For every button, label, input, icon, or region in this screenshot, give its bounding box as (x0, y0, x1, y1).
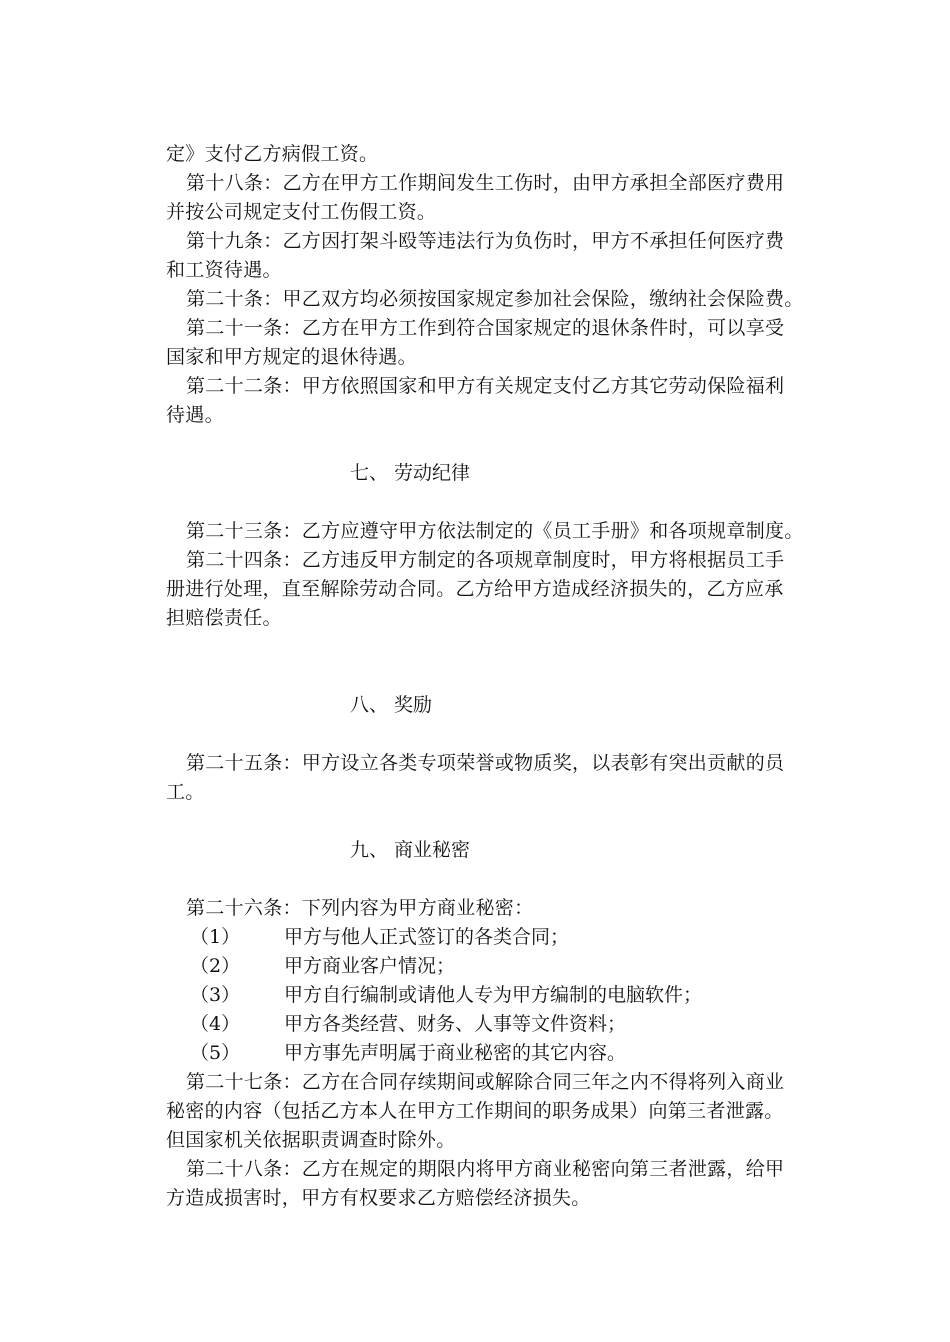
article-19-line-1: 第十九条：乙方因打架斗殴等违法行为负伤时，甲方不承担任何医疗费 (186, 230, 785, 252)
list-item-number: （4） (190, 1013, 241, 1035)
list-item-text: 甲方各类经营、财务、人事等文件资料； (284, 1013, 627, 1035)
list-item-number: （2） (190, 955, 241, 977)
article-21-line-1: 第二十一条：乙方在甲方工作到符合国家规定的退休条件时，可以享受 (186, 317, 785, 339)
document-page (166, 140, 806, 1213)
list-item-number: （3） (190, 984, 241, 1006)
article-24-line-3: 担赔偿责任。 (166, 607, 282, 629)
article-28-line-2: 方造成损害时，甲方有权要求乙方赔偿经济损失。 (166, 1187, 591, 1209)
list-item (166, 981, 806, 1010)
article-18-line-1: 第十八条：乙方在甲方工作期间发生工伤时，由甲方承担全部医疗费用 (186, 172, 785, 194)
article-20-line-1: 第二十条：甲乙双方均必须按国家规定参加社会保险，缴纳社会保险费。 (186, 288, 804, 310)
article-28-line-1: 第二十八条：乙方在规定的期限内将甲方商业秘密向第三者泄露，给甲 (186, 1158, 785, 1180)
article-27-line-3: 但国家机关依据职责调查时除外。 (166, 1129, 456, 1151)
list-item (166, 952, 806, 981)
list-item-text: 甲方与他人正式签订的各类合同； (284, 926, 570, 948)
text-line: 定》支付乙方病假工资。 (166, 143, 379, 165)
article-27-line-2: 秘密的内容（包括乙方本人在甲方工作期间的职务成果）向第三者泄露。 (166, 1100, 784, 1122)
list-item-text: 甲方商业客户情况； (284, 955, 456, 977)
article-22-line-1: 第二十二条：甲方依照国家和甲方有关规定支付乙方其它劳动保险福利 (186, 375, 785, 397)
article-22-line-2: 待遇。 (166, 404, 224, 426)
list-item-text: 甲方事先声明属于商业秘密的其它内容。 (284, 1042, 627, 1064)
article-27-line-1: 第二十七条：乙方在合同存续期间或解除合同三年之内不得将列入商业 (186, 1071, 785, 1093)
list-item (166, 923, 806, 952)
article-21-line-2: 国家和甲方规定的退休待遇。 (166, 346, 417, 368)
list-item (166, 1010, 806, 1039)
section-9-heading: 九、 商业秘密 (350, 839, 471, 861)
article-24-line-1: 第二十四条：乙方违反甲方制定的各项规章制度时，甲方将根据员工手 (186, 549, 785, 571)
article-26-line-1: 第二十六条：下列内容为甲方商业秘密： (186, 897, 534, 919)
list-item-number: （1） (190, 926, 241, 948)
list-item-text: 甲方自行编制或请他人专为甲方编制的电脑软件； (284, 984, 703, 1006)
article-19-line-2: 和工资待遇。 (166, 259, 282, 281)
section-7-heading: 七、 劳动纪律 (350, 462, 471, 484)
list-item (166, 1039, 806, 1068)
article-24-line-2: 册进行处理，直至解除劳动合同。乙方给甲方造成经济损失的，乙方应承 (166, 578, 784, 600)
section-8-heading: 八、 奖励 (350, 694, 433, 716)
article-18-line-2: 并按公司规定支付工伤假工资。 (166, 201, 437, 223)
article-23-line-1: 第二十三条：乙方应遵守甲方依法制定的《员工手册》和各项规章制度。 (186, 520, 804, 542)
article-25-line-1: 第二十五条：甲方设立各类专项荣誉或物质奖，以表彰有突出贡献的员 (186, 752, 785, 774)
list-item-number: （5） (190, 1042, 241, 1064)
article-25-line-2: 工。 (166, 781, 205, 803)
